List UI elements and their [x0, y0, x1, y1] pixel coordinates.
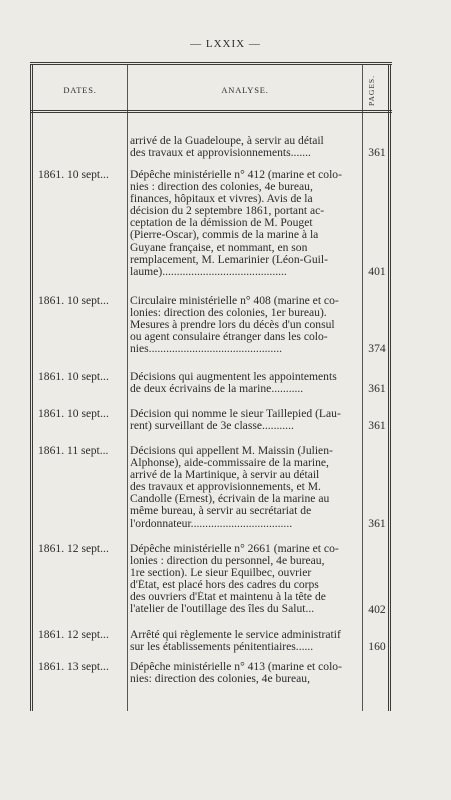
analysis-line: d'État, est placé hors des cadres du corps: [130, 579, 319, 592]
analysis-line: Mesures à prendre lors du décès d'un consul: [130, 319, 335, 332]
analysis-line: ceptation de la démission de M. Pouget: [130, 217, 313, 230]
entry-date: 1861. 10 sept...: [38, 407, 109, 420]
page-number: — LXXIX —: [190, 38, 261, 50]
analysis-line: Décision qui nomme le sieur Taillepied (Lau-: [130, 408, 341, 420]
entry-analysis: [130, 445, 360, 530]
entry-analysis: [130, 543, 360, 616]
analysis-line: Candolle (Ernest), écrivain de la marine au: [130, 493, 330, 506]
entry-page: 160: [368, 640, 386, 654]
analysis-line: même bureau, à servir au secrétariat de: [130, 505, 312, 518]
analysis-line: des travaux et approvisionnements.......: [130, 147, 311, 160]
header-rule: [30, 110, 392, 113]
analysis-line: des travaux et approvisionnements, et M.: [130, 481, 321, 494]
entry-analysis: [130, 295, 360, 355]
column-divider-dates: [127, 65, 128, 711]
entry-date: 1861. 11 sept...: [38, 444, 109, 457]
entry-date: 1861. 13 sept...: [38, 660, 109, 673]
entry-page: 374: [368, 342, 386, 356]
analysis-line: Circulaire ministérielle n° 408 (marine et co-: [130, 295, 339, 307]
entry-date: 1861. 10 sept...: [38, 168, 109, 181]
entry-page: 402: [368, 602, 386, 616]
entry-page: 361: [368, 419, 386, 433]
analysis-line: Dépêche ministérielle n° 412 (marine et colo-: [130, 169, 342, 181]
analysis-line: l'ordonnateur...................................: [130, 517, 293, 530]
analysis-line: laume)...........................................: [130, 265, 287, 278]
entry-date: 1861. 12 sept...: [38, 542, 109, 555]
analysis-line: finances, hôpitaux et vivres). Avis de la: [130, 193, 313, 206]
analysis-line: arrivé de la Guadeloupe, à servir au détail: [130, 135, 324, 147]
header-analyse: ANALYSE.: [221, 85, 269, 95]
entry-date: 1861. 12 sept...: [38, 628, 109, 641]
analysis-line: de deux écrivains de la marine...........: [130, 383, 304, 396]
analysis-line: ou agent consulaire étranger dans les colo-: [130, 331, 328, 344]
analysis-line: Décisions qui appellent M. Maissin (Julien-: [130, 445, 333, 457]
analysis-line: rent) surveillant de 3e classe...........: [130, 420, 294, 433]
analysis-line: des ouvriers d'État et maintenu à la tête de: [130, 591, 326, 604]
entry-analysis: [130, 629, 360, 653]
entry-page: 361: [368, 382, 386, 396]
analysis-line: Guyane française, et nommant, en son: [130, 241, 308, 254]
table-frame: [30, 62, 392, 711]
column-divider-pages: [362, 65, 363, 711]
entry-analysis: [130, 661, 360, 685]
entry-page: 401: [368, 264, 386, 278]
analysis-line: Arrêté qui règlemente le service administratif: [130, 629, 341, 641]
analysis-line: Dépêche ministérielle n° 2661 (marine et co-: [130, 543, 339, 555]
header-dates: DATES.: [63, 85, 97, 95]
analysis-line: Alphonse), aide-commissaire de la marine,: [130, 457, 329, 470]
analysis-line: nies : direction des colonies, 4e bureau,: [130, 181, 313, 194]
analysis-line: décision du 2 septembre 1861, portant ac-: [130, 205, 325, 218]
entry-page: 361: [368, 146, 386, 160]
entry-page: 361: [368, 516, 386, 530]
entry-analysis: [130, 135, 360, 159]
analysis-line: Décisions qui augmentent les appointements: [130, 371, 337, 383]
analysis-line: Dépêche ministérielle n° 413 (marine et colo-: [130, 661, 342, 673]
entry-analysis: [130, 408, 360, 432]
entry-date: 1861. 10 sept...: [38, 294, 109, 307]
table-border-left: [30, 65, 33, 711]
entry-date: 1861. 10 sept...: [38, 370, 109, 383]
analysis-line: lonies: direction des colonies, 1er bureau).: [130, 307, 327, 320]
analysis-line: (Pierre-Oscar), commis de la marine à la: [130, 229, 319, 242]
analysis-line: l'atelier de l'outillage des îles du Salut...: [130, 603, 315, 616]
entry-analysis: [130, 371, 360, 395]
header-pages: PAGES.: [367, 75, 376, 107]
analysis-line: lonies : direction du personnel, 4e bureau,: [130, 555, 325, 568]
analysis-line: 1re section). Le sieur Equilbec, ouvrier: [130, 567, 312, 580]
entry-analysis: [130, 169, 360, 278]
analysis-line: nies..............................................: [130, 343, 283, 356]
analysis-line: remplacement, M. Lemarinier (Léon-Guil-: [130, 253, 328, 266]
analysis-line: nies: direction des colonies, 4e bureau,: [130, 673, 310, 686]
analysis-line: arrivé de la Martinique, à servir au détail: [130, 469, 320, 482]
analysis-line: sur les établissements pénitentiaires......: [130, 641, 314, 654]
